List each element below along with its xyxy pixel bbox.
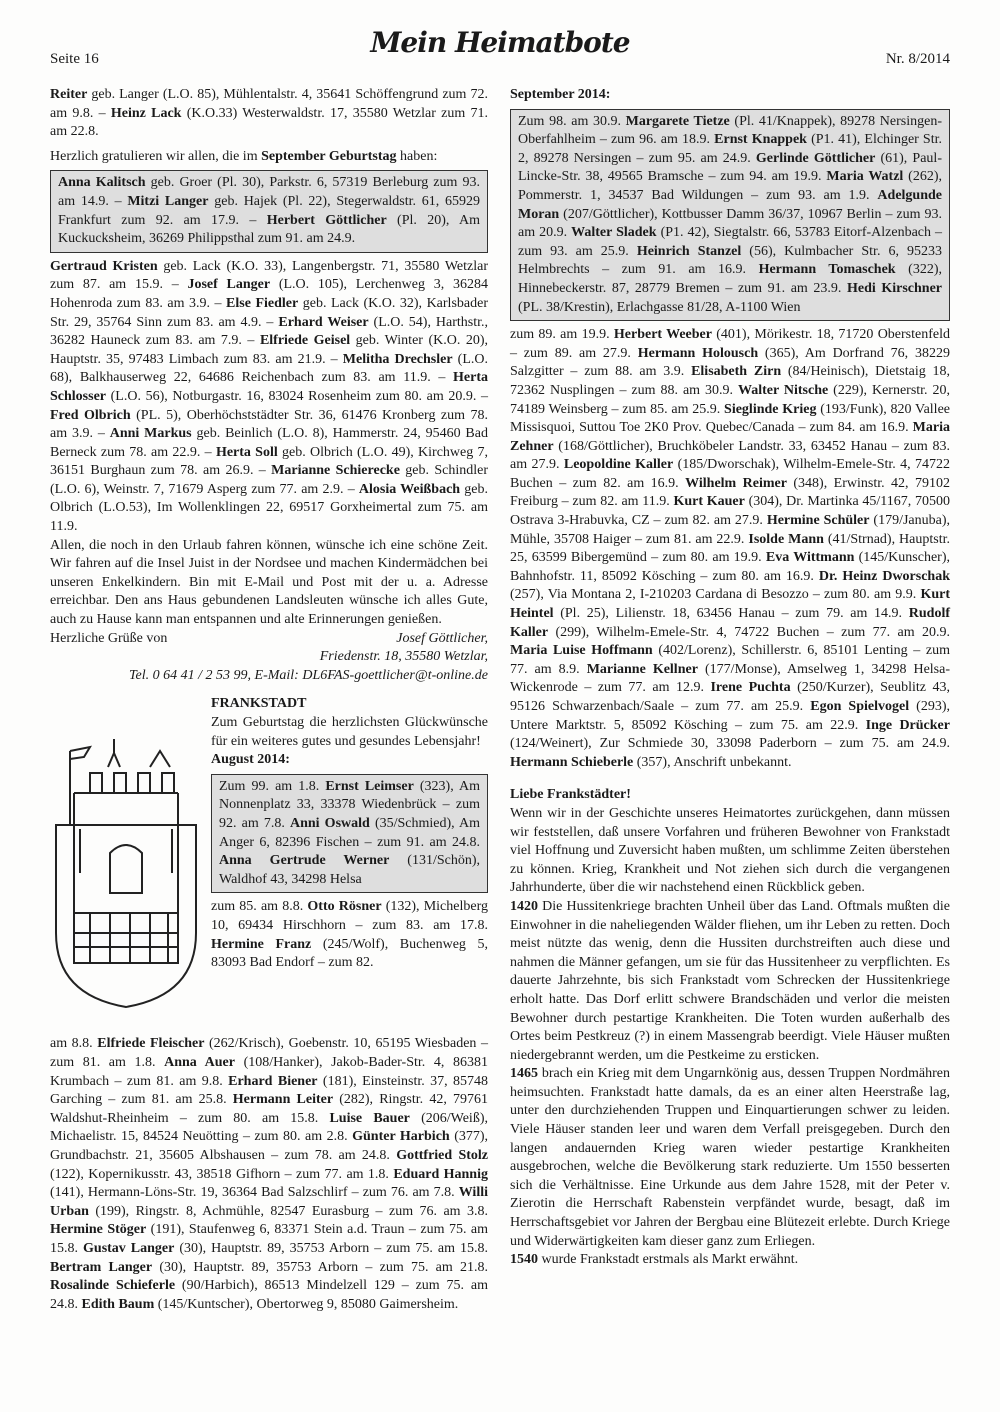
person-name: Leopoldine Kaller (563, 457, 674, 473)
masthead-title: Mein Heimatbote (370, 26, 630, 59)
person-name: Walter Sladek (571, 225, 657, 241)
person-name: Erhard Weiser (278, 314, 369, 330)
september-intro: Herzlich gratulieren wir allen, die im September Geburtstag haben: (50, 148, 438, 164)
person-name: Eduard Hannig (393, 1166, 488, 1182)
person-name: Else Fiedler (226, 295, 299, 311)
person-name: Fred Olbrich (50, 407, 131, 423)
person-name: Margarete Tietze (625, 113, 730, 129)
frankstadt-heading: FRANKSTADT (211, 696, 307, 712)
person-name: Gertraud Kristen (50, 258, 158, 274)
person-name: Sieglinde Krieg (724, 401, 817, 417)
person-name: Maria Watzl (826, 169, 904, 185)
person-name: Hermann Tomaschek (758, 262, 896, 278)
letter-heading: Liebe Frankstädter! (510, 787, 631, 803)
person-name: Wilhelm Reimer (685, 475, 787, 491)
person-name: Hermann Holousch (637, 345, 759, 361)
person-name: Heinz Lack (110, 105, 182, 121)
person-name: Herbert Weeber (613, 327, 712, 343)
signature-contact: Tel. 0 64 41 / 2 53 99, E-Mail: DL6FAS-goettlicher@t-online.de (129, 667, 488, 683)
person-name: Kurt Kauer (673, 494, 745, 510)
history-1420-text: Die Hussitenkriege brachten Unheil über das Land. Oftmals mußten die Einwohner in die naheliegenden Wälder fliehen, um ihr Leben zu retten. Doch meist nützte das wenig, denn die Hussiten durchstreiften auch diese und nahmen die Männer gefangen, um sie für das Hussitenheer zu verpflichten. Es dauerte Jahrzehnte, bis sich Frankstadt vom Schrecken der Hussitenkriege erholt hatte. Das Dorf erlitt schwere Brandschäden und verlor die meisten Bewohner durch pestartige Krankheiten. Die Toten wurden außerhalb des Ortes beim Pestkreuz (?) in einem Massengrab beerdigt. Viele Häuser mußten niedergebrannt werden, um die Pestkeime zu ersticken. (510, 898, 950, 1063)
page-number: Seite 16 (50, 51, 99, 67)
greeting: Herzliche Grüße von (50, 630, 168, 646)
august-list-start: zum 85. am 8.8. Otto Rösner (132), Michelberg 10, 69434 Hirschhorn – zum 83. am 17.8. Hermine Franz (245/Wolf), Buchenweg 5, 83093 Bad Endorf – zum 82. (211, 899, 489, 971)
person-name: Hermann Schieberle (510, 754, 634, 770)
person-name: Walter Nitsche (737, 382, 829, 398)
person-name: Melitha Drechsler (342, 351, 453, 367)
birthday-box-september-top (50, 170, 488, 252)
person-name: Inge Drücker (865, 717, 950, 733)
person-name: Marianne Schierecke (271, 463, 400, 479)
signature-name: Josef Göttlicher, (396, 630, 488, 646)
frankstadt-intro: Zum Geburtstag die herzlichsten Glückwünsche für ein weiteres gutes und gesundes Lebensjahr! (211, 715, 488, 749)
person-name: Maria Luise Hoffmann (510, 643, 653, 659)
person-name: Herta Soll (215, 444, 278, 460)
person-name: Alosia Weißbach (358, 481, 461, 497)
person-name: Rosalinde Schieferle (50, 1278, 176, 1294)
frankstadt-header-text (211, 695, 488, 972)
person-name: Erhard Biener (228, 1073, 318, 1089)
person-name: Mitzi Langer (127, 193, 209, 209)
person-name: September Geburtstag (261, 148, 397, 164)
person-name: Hermann Leiter (232, 1092, 334, 1108)
person-name: Irene Puchta (710, 680, 791, 696)
birthday-box-september (510, 109, 950, 322)
frankstadt-section (50, 695, 488, 1335)
vacation-note: Allen, die noch in den Urlaub fahren können, wünsche ich eine schöne Zeit. Wir fahren auf die Insel Juist in der Nordsee und machen Kindermädchen bei unseren Enkelkindern. Bin mit E-Mail und Post mit der u. a. Adresse erreichbar. Den ans Haus gebundenen Landsleuten wünsche ich alles Gute, auch zu Hause kann man entspannen und alte Erinnerungen genießen. (50, 537, 488, 628)
history-1540-text: wurde Frankstadt erstmals als Markt erwähnt. (538, 1252, 799, 1268)
greeting-row (50, 630, 488, 649)
person-name: Maria Zehner (510, 420, 950, 454)
person-name: Isolde Mann (748, 531, 824, 547)
person-name: Reiter (50, 87, 88, 102)
september-box-text: Zum 98. am 30.9. Margarete Tietze (Pl. 41/Knappek), 89278 Nersingen-Oberfahlheim – zum 96. am 18.9. Ernst Knappek (P1. 41), Elchinger Str. 2, 89278 Nersingen – zum 95. am 24.9. Gerlinde Göttlicher (61), Paul-Lincke-Str. 38, 49565 Bramsche – zum 94. am 19.9. Maria Watzl (262), Pommerstr. 1, 34537 Bad Wildungen – zum 93. am 1.9. Adelgunde Moran (207/Göttlicher), Kottbusser Damm 36/37, 10967 Berlin – zum 93. am 20.9. Walter Sladek (P1. 42), Siegtalstr. 66, 53783 Eitorf-Alzenbach – zum 93. am 25.9. Heinrich Stanzel (56), Kulmbacher Str. 6, 95233 Helmbrechts – zum 91. am 16.9. Hermann Tomaschek (322), Hinnebeckerstr. 87, 28779 Bremen – zum 91. am 23.9. Hedi Kirschner (PL. 38/Krestin), Erlachgasse 81/28, A-1100 Wien (518, 113, 942, 315)
frankstadt-crest-icon (50, 733, 202, 1009)
person-name: Adelgunde Moran (518, 187, 942, 222)
history-1465 (510, 1065, 950, 1251)
birthday-box-text: Anna Kalitsch geb. Groer (Pl. 30), Parkstr. 6, 57319 Berleburg zum 93. am 14.9. – Mitzi Langer geb. Hajek (Pl. 22), Stegerwaldstr. 61, 65929 Frankfurt zum 92. am 17.9. – Herbert Göttlicher (Pl. 20), Am Kuckucksheim, 36269 Philippsthal zum 91. am 24.9. (58, 175, 481, 247)
history-1420 (510, 898, 950, 1065)
signature-address: Friedenstr. 18, 35580 Wetzlar, (319, 649, 488, 665)
person-name: Egon Spielvogel (810, 699, 910, 714)
person-name: Ernst Knappek (714, 132, 807, 148)
history-1540 (510, 1251, 950, 1270)
person-name: Luise Bauer (329, 1110, 410, 1126)
person-name: Kurt Heintel (510, 587, 950, 622)
person-name: Marianne Kellner (586, 661, 698, 677)
person-name: Elfriede Geisel (259, 333, 351, 349)
person-name: Günter Harbich (352, 1129, 450, 1145)
person-name: Hedi Kirschner (846, 280, 942, 296)
person-name: Bertram Langer (50, 1259, 153, 1275)
birthday-box-august (211, 774, 488, 894)
person-name: Elisabeth Zirn (691, 364, 782, 380)
person-name: Hermine Stöger (50, 1222, 147, 1238)
august-list-full (50, 1035, 488, 1314)
person-name: Herta Schlosser (50, 370, 488, 404)
year-1540: 1540 (510, 1252, 538, 1268)
year-1420: 1420 (510, 898, 538, 914)
issue-number: Nr. 8/2014 (885, 51, 950, 67)
history-1465-text: brach ein Krieg mit dem Ungarnkönig aus, dessen Truppen Nordmähren heimsuchten. Frankstadt hatte damals, da es an einer alten Heerstraße lag, unter den durchziehenden Truppen und Einquartierungen schwer zu leiden. Viele Häuser standen leer und waren dem Verfall preisgegeben. Durch den langen andauernden Krieg waren wieder pestartige Krankheiten ausgebrochen, welche die Bevölkerung stark reduzierte. Um 1550 besserten sich die Verhältnisse. Eine Urkunde aus dem Jahre 1528, mit der Peter v. Zierotin die Herrschaft Rabenstein verpfändet wurde, besagt, daß im Herrschaftsgebiet vor Jahren der Bergbau eine Blütezeit erlebte. Durch Kriege und Widerwärtigkeiten kam dieser ganz zum Erliegen. (510, 1066, 950, 1249)
person-name: Anni Markus (109, 426, 192, 442)
person-name: Otto Rösner (307, 899, 382, 915)
person-name: Hermine Schüler (766, 513, 870, 529)
right-column (510, 86, 950, 1270)
person-name: Elfriede Fleischer (97, 1036, 205, 1052)
person-name: Anna Auer (164, 1055, 235, 1070)
person-name: Herbert Göttlicher (266, 212, 387, 228)
person-name: Anni Oswald (289, 815, 370, 831)
person-name: Josef Langer (187, 277, 271, 293)
person-name: Gustav Langer (83, 1240, 175, 1256)
person-name: Anna Gertrude Werner (219, 853, 390, 869)
year-1465: 1465 (510, 1066, 538, 1082)
birthday-list-september: Gertraud Kristen geb. Lack (K.O. 33), Langenbergstr. 71, 35580 Wetzlar zum 87. am 15.9. – Josef Langer (L.O. 105), Lerchenweg 3, 36284 Hohenroda zum 83. am 3.9. – Else Fiedler geb. Lack (K.O. 32), Karlsbader Str. 29, 35764 Sinn zum 83. am 4.9. – Erhard Weiser (L.O. 54), Harthstr., 36282 Hauneck zum 83. am 7.9. – Elfriede Geisel geb. Winter (K.O. 20), Hauptstr. 35, 97483 Limbach zum 83. am 21.9. – Melitha Drechsler (L.O. 68), Balkhauserweg 22, 64686 Reichenbach zum 83. am 11.9. – Herta Schlosser (L.O. 56), Notburgastr. 16, 83024 Rosenheim zum 80. am 20.9. – Fred Olbrich (PL. 5), Oberhöchststädter Str. 36, 61476 Kronberg zum 78. am 3.9. – Anni Markus geb. Beinlich (L.O. 8), Hammerstr. 24, 95460 Bad Berneck zum 78. am 22.9. – Herta Soll geb. Olbrich (L.O. 49), Kirchweg 7, 36151 Burghaun zum 78. am 26.9. – Marianne Schierecke geb. Schindler (L.O. 6), Weinstr. 7, 71679 Asperg zum 77. am 2.9. – Alosia Weißbach geb. Olbrich (L.O.53), Im Wollenklingen 22, 69517 Gorxheimertal zum 75. am 11.9. (50, 258, 489, 535)
person-name: Rudolf Kaller (510, 606, 950, 640)
person-name: Anna Kalitsch (58, 175, 146, 191)
person-name: Dr. Heinz Dworschak (818, 568, 951, 584)
person-name: Gottfried Stolz (396, 1147, 489, 1163)
person-name: Edith Baum (81, 1296, 155, 1312)
paragraph-reiter: Reiter geb. Langer (L.O. 85), Mühlentalstr. 4, 35641 Schöffengrund zum 72. am 9.8. – Heinz Lack (K.O.33) Westerwaldstr. 17, 35580 Wetzlar zum 71. am 22.8. (50, 87, 488, 140)
august-list-text: am 8.8. Elfriede Fleischer (262/Krisch), Goebenstr. 10, 65195 Wiesbaden – zum 81. am 1.8. Anna Auer (108/Hanker), Jakob-Bader-Str. 4, 86381 Krumbach – zum 81. am 9.8. Erhard Biener (181), Einsteinstr. 37, 85748 Garching – zum 81. am 25.8. Hermann Leiter (282), Ringstr. 42, 79761 Waldshut-Rheinheim – zum 80. am 15.8. Luise Bauer (206/Weiß), Michaelistr. 15, 84524 Neuötting – zum 80. am 2.8. Günter Harbich (377), Grundbachstr. 21, 35605 Albshausen – zum 78. am 24.8. Gottfried Stolz (122), Kopernikusstr. 43, 38518 Gifhorn – zum 77. am 1.8. Eduard Hannig (141), Hermann-Löns-Str. 19, 36364 Bad Salzschlirf – zum 76. am 7.8. Willi Urban (199), Ringstr. 8, Achmühle, 82547 Eurasburg – zum 76. am 3.8. Hermine Stöger (191), Staufenweg 6, 83371 Stein a.d. Traun – zum 75. am 15.8. Gustav Langer (30), Hauptstr. 89, 35753 Arborn – zum 75. am 15.8. Bertram Langer (30), Hauptstr. 89, 35753 Arborn – zum 75. am 21.8. Rosalinde Schieferle (90/Harbich), 86513 Mindelzell 129 – zum 75. am 24.8. Edith Baum (145/Kuntscher), Obertorweg 9, 85080 Gaimersheim. (50, 1036, 489, 1312)
august-heading: August 2014: (211, 752, 290, 768)
letter-intro: Wenn wir in der Geschichte unseres Heimatortes zurückgehen, dann müssen wir feststellen, daß unsere Vorfahren und früheren Bewohner von Frankstadt viel Hoffnung und Zuversicht haben mußten, um schlimme Zeiten überstehen zu können. Krieg, Krankheit und Not ziehen sich durch die vergangenen Jahrhunderte, über die wir nachstehend einen Rückblick geben. (510, 805, 950, 896)
person-name: Hermine Franz (211, 936, 312, 952)
person-name: Eva Wittmann (765, 550, 855, 566)
person-name: Heinrich Stanzel (636, 243, 742, 259)
left-column (50, 86, 488, 1335)
person-name: Gerlinde Göttlicher (755, 150, 876, 166)
september-heading: September 2014: (510, 87, 611, 102)
person-name: Willi Urban (50, 1185, 488, 1219)
august-box-text: Zum 99. am 1.8. Ernst Leimser (323), Am Nonnenplatz 33, 33378 Wiedenbrück – zum 92. am 7.8. Anni Oswald (35/Schmied), Am Anger 6, 82396 Fischen – zum 91. am 24.8. Anna Gertrude Werner (131/Schön), Waldhof 43, 34298 Helsa (219, 778, 480, 887)
person-name: Ernst Leimser (325, 778, 414, 794)
september-list: zum 89. am 19.9. Herbert Weeber (401), Mörikestr. 18, 71720 Oberstenfeld – zum 89. am 27.9. Hermann Holousch (365), Am Dorfrand 76, 38229 Salzgitter – zum 88. am 3.9. Elisabeth Zirn (84/Heinisch), Dietstaig 18, 72362 Nusplingen – zum 88. am 30.9. Walter Nitsche (229), Kernerstr. 20, 74189 Weinsberg – zum 85. am 25.9. Sieglinde Krieg (193/Funk), 820 Vallee Missisquoi, Suttou Toe 2K0 Prov. Quebec/Canada – zum 84. am 16.9. Maria Zehner (168/Göttlicher), Bruchköbeler Landstr. 33, 63452 Hanau – zum 83. am 27.9. Leopoldine Kaller (185/Dworschak), Wilhelm-Emele-Str. 4, 74722 Buchen – zum 82. am 16.9. Wilhelm Reimer (348), Erwinstr. 42, 79102 Freiburg – zum 82. am 11.9. Kurt Kauer (304), Dr. Martinka 45/1167, 70500 Ostrava 3-Hrabuvka, CZ – zum 82. am 27.9. Hermine Schüler (179/Januba), Mühle, 35708 Haiger – zum 81. am 22.9. Isolde Mann (41/Strnad), Hauptstr. 25, 63599 Bibergemünd – zum 80. am 19.9. Eva Wittmann (145/Kunscher), Bahnhofstr. 11, 85092 Kösching – zum 80. am 16.9. Dr. Heinz Dworschak (257), Via Montana 2, I-210203 Cardana di Besozzo – zum 80. am 9.9. Kurt Heintel (Pl. 25), Lilienstr. 18, 63456 Hanau – zum 79. am 14.9. Rudolf Kaller (299), Wilhelm-Emele-Str. 4, 74722 Buchen – zum 77. am 20.9. Maria Luise Hoffmann (402/Lorenz), Schillerstr. 6, 85101 Lenting – zum 77. am 8.9. Marianne Kellner (177/Monse), Amselweg 1, 34298 Helsa-Wickenrode – zum 77. am 12.9. Irene Puchta (250/Kurzer), Seublitz 43, 95126 Schwarzenbach/Saale – zum 77. am 25.9. Egon Spielvogel (293), Untere Marktstr. 5, 85092 Kösching – zum 75. am 22.9. Inge Drücker (124/Weinert), Zur Schmiede 30, 33098 Paderborn – zum 75. am 24.9. Hermann Schieberle (357), Anschrift unbekannt. (510, 327, 951, 770)
